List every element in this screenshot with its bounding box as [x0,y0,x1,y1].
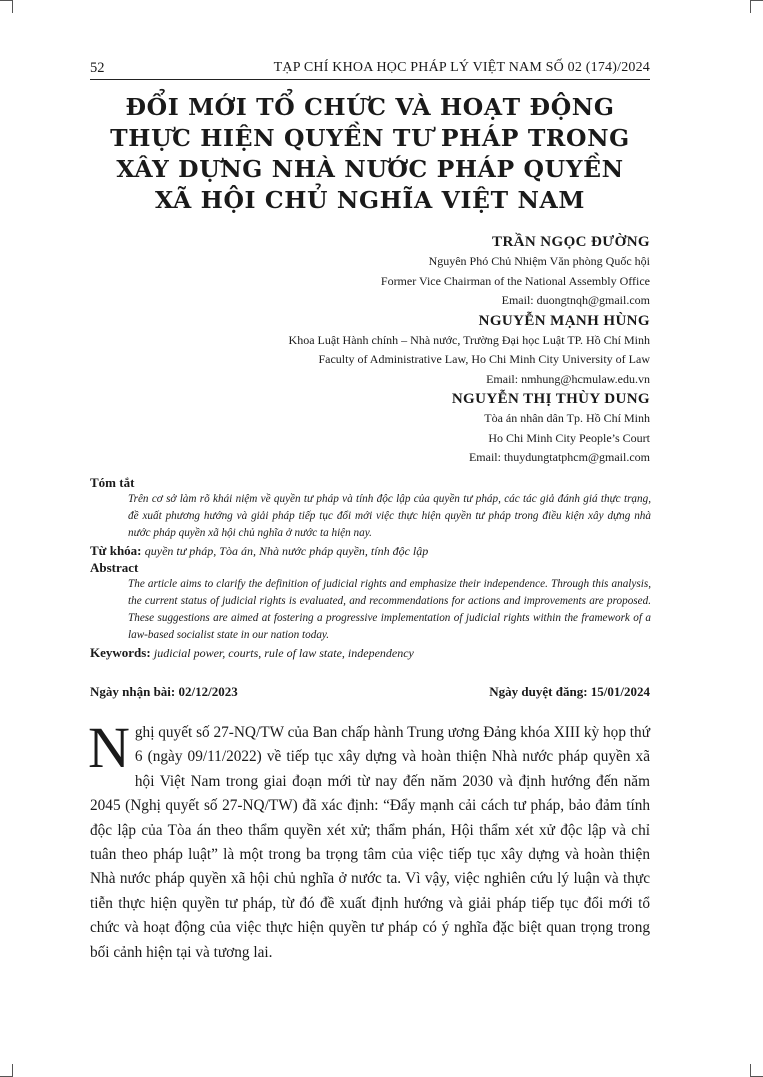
author-email[interactable]: Email: nmhung@hcmulaw.edu.vn [486,371,650,386]
title-line: XÃ HỘI CHỦ NGHĨA VIỆT NAM [155,186,585,214]
header-rule [90,79,650,80]
accepted-date: Ngày duyệt đăng: 15/01/2024 [489,684,650,699]
author-block [150,232,650,468]
author-name: NGUYỄN THỊ THÙY DUNG [451,391,650,407]
crop-mark-top-right [750,0,763,13]
running-header [90,60,650,78]
crop-mark-bottom-right [750,1064,763,1077]
author-3 [150,389,650,468]
author-affiliation-vi: Tòa án nhân dân Tp. Hồ Chí Minh [484,411,650,425]
title-line: ĐỔI MỚI TỔ CHỨC VÀ HOẠT ĐỘNG [125,93,615,121]
crop-mark-top-left [0,0,13,13]
page-number: 52 [90,60,105,76]
keywords-en-label: Keywords: [90,645,151,660]
author-affiliation-en: Faculty of Administrative Law, Ho Chi Minh City University of Law [318,352,650,366]
abstract-text: The article aims to clarify the definition of judicial rights and emphasize their independence. Through this analysis, the current status of judicial rights is evaluated, and recommendations for actions and improvements are proposed. These suggestions are aimed at fostering a progressive implementation of judicial rights within the framework of a law-based socialist state in our nation today. [128,578,651,641]
author-1 [150,232,650,311]
drop-cap: N [88,715,130,780]
author-affiliation-vi: Khoa Luật Hành chính – Nhà nước, Trường Đại học Luật TP. Hồ Chí Minh [288,332,650,347]
keywords-vi [90,542,651,560]
crop-mark-bottom-left [0,1064,13,1077]
author-affiliation-en: Former Vice Chairman of the National Assembly Office [380,273,650,288]
author-email[interactable]: Email: thuydungtatphcm@gmail.com [468,450,650,464]
keywords-en [90,644,651,662]
author-name: NGUYỄN MẠNH HÙNG [478,312,650,329]
keywords-en-text: judicial power, courts, rule of law state, independency [153,646,414,660]
author-2 [150,311,650,390]
summary-section [90,475,651,662]
abstract-label: Abstract [90,560,139,575]
author-name: TRẦN NGỌC ĐƯỜNG [492,234,650,250]
journal-title: TẠP CHÍ KHOA HỌC PHÁP LÝ VIỆT NAM SỐ 02 (174)/2024 [273,60,650,75]
received-date: Ngày nhận bài: 02/12/2023 [90,684,238,699]
author-affiliation-en: Ho Chi Minh City People’s Court [488,430,650,445]
author-email[interactable]: Email: duongtnqh@gmail.com [501,293,650,307]
summary-label: Tóm tắt [90,475,135,490]
body-paragraph [88,715,650,965]
keywords-vi-label: Từ khóa: [90,543,142,558]
article-dates [90,684,650,702]
author-affiliation-vi: Nguyên Phó Chủ Nhiệm Văn phòng Quốc hội [428,254,650,268]
title-line: THỰC HIỆN QUYỀN TƯ PHÁP TRONG [110,124,630,152]
article-title [90,92,650,216]
title-line: XÂY DỰNG NHÀ NƯỚC PHÁP QUYỀN [116,155,624,183]
keywords-vi-text: quyền tư pháp, Tòa án, Nhà nước pháp quyền, tính độc lập [144,544,429,558]
body-text: ghị quyết số 27-NQ/TW của Ban chấp hành Trung ương Đảng khóa XIII kỳ họp thứ 6 (ngày 09/11/2022) về tiếp tục xây dựng và hoàn thiện Nhà nước pháp quyền xã hội Việt Nam trong giai đoạn mới từ nay đến năm 2030 và định hướng đến năm 2045 (Nghị quyết số 27-NQ/TW) đã xác định: “Đẩy mạnh cải cách tư pháp, bảo đảm tính độc lập của Tòa án theo thẩm quyền xét xử; thẩm phán, Hội thẩm xét xử độc lập và chỉ tuân theo pháp luật” là một trong ba trọng tâm của việc tiếp tục xây dựng và hoàn thiện Nhà nước pháp quyền xã hội chủ nghĩa ở nước ta. Vì vậy, việc nghiên cứu lý luận và thực tiễn thực hiện quyền tư pháp, từ đó đề xuất định hướng và giải pháp tiếp tục đổi mới tổ chức và hoạt động của việc thực hiện quyền tư pháp có ý nghĩa đặc biệt quan trọng trong bối cảnh hiện tại và tương lai. [90,724,650,961]
summary-text: Trên cơ sở làm rõ khái niệm về quyền tư pháp và tính độc lập của quyền tư pháp, các tác giả đánh giá thực trạng, đề xuất phương hướng và giải pháp tiếp tục đổi mới việc thực hiện quyền tư pháp trong điều kiện xây dựng nhà nước pháp quyền xã hội chủ nghĩa ở nước ta hiện nay. [128,493,651,539]
